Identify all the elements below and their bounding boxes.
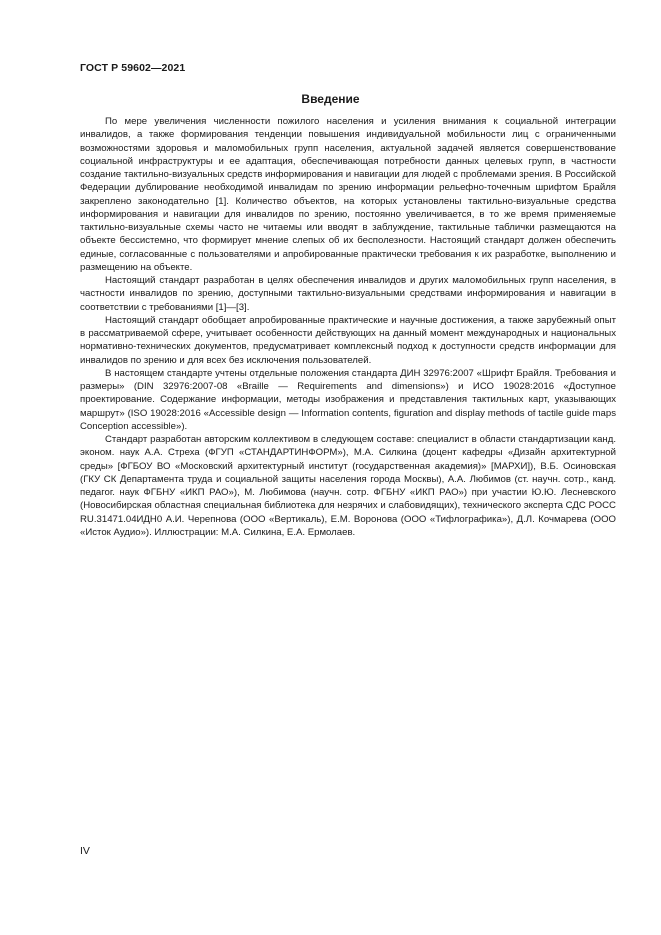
standard-header: ГОСТ Р 59602—2021 xyxy=(80,62,186,74)
paragraph-1: По мере увеличения численности пожилого населения и усиления внимания к социальной интеграции инвалидов, а также формирования тенденции повышения индивидуальной мобильности лиц с ограниченными возможностями здоровья и маломобильных групп населения, актуальной задачей является совершенствование социальной инфраструктуры и ее адаптация, обеспечивающая потребности данных целевых групп, в частности создание тактильно-визуальных средств информирования и навигации для людей с проблемами зрения. В Российской Федерации дублирование необходимой инвалидам по зрению информации рельефно-точечным шрифтом Брайля закреплено законодательно [1]. Количество объектов, на которых установлены тактильно-визуальные средства информирования и навигации для инвалидов по зрению, постоянно увеличивается, в то же время применяемые тактильно-визуальные схемы часто не читаемы или вводят в заблуждение, тактильные таблички размещаются на объекте бессистемно, что формирует мнение слепых об их бесполезности. Настоящий стандарт должен обеспечить единые, согласованные с пользователями и апробированные практически требования к их разработке, выполнению и размещению на объекте. xyxy=(80,116,616,273)
paragraph-5: Стандарт разработан авторским коллективом в следующем составе: специалист в области стандартизации канд. эконом. наук А.А. Стреха (ФГУП «СТАНДАРТИНФОРМ»), М.А. Силкина (доцент кафедры «Дизайн архитектурной среды» [ФГБОУ ВО «Московский архитектурный институт (государственная академия)» [МАРХИ]), В.Б. Осиновская (ГКУ СК Департамента труда и социальной защиты населения города Москвы), А.А. Любимов (ст. научн. сотр., канд. педагог. наук ФГБНУ «ИКП РАО»), М. Любимова (научн. сотр. ФГБНУ «ИКП РАО») при участии Ю.Ю. Лесневского (Новосибирская областная специальная библиотека для незрячих и слабовидящих), технического эксперта СДС РОСС RU.31471.04ИДН0 А.И. Черепнова (ООО «Вертикаль), Е.М. Воронова (ООО «Тифлографика»), Д.Л. Кочмарева (ООО «Исток Аудио»). Иллюстрации: М.А. Силкина, Е.А. Ермолаев. xyxy=(80,434,616,538)
paragraph-4: В настоящем стандарте учтены отдельные положения стандарта ДИН 32976:2007 «Шрифт Брайля. Требования и размеры» (DIN 32976:2007-08 «Braille — Requirements and dimensions») и ИСО 19028:2016 «Доступное проектирование. Содержание информации, методы изображения и представления тактильных карт, указывающих маршрут» (ISO 19028:2016 «Accessible design — Information contents, figuration and display methods of tactile guide maps Conception accessible»). xyxy=(80,367,616,432)
paragraph-3: Настоящий стандарт обобщает апробированные практические и научные достижения, а также зарубежный опыт в рассматриваемой сфере, учитывает особенности действующих на данный момент международных и национальных нормативно-технических документов, предусматривает комплексный подход к доступности средств информации для инвалидов по зрению и для всех без исключения пользователей. xyxy=(80,314,616,366)
page-number: IV xyxy=(80,845,90,857)
paragraph-2: Настоящий стандарт разработан в целях обеспечения инвалидов и других маломобильных групп населения, в частности инвалидов по зрению, доступными тактильно-визуальными средствами информирования и навигации в соответствии с требованиями [1]—[3]. xyxy=(80,275,616,313)
body-text xyxy=(80,115,616,539)
section-title: Введение xyxy=(301,92,360,106)
